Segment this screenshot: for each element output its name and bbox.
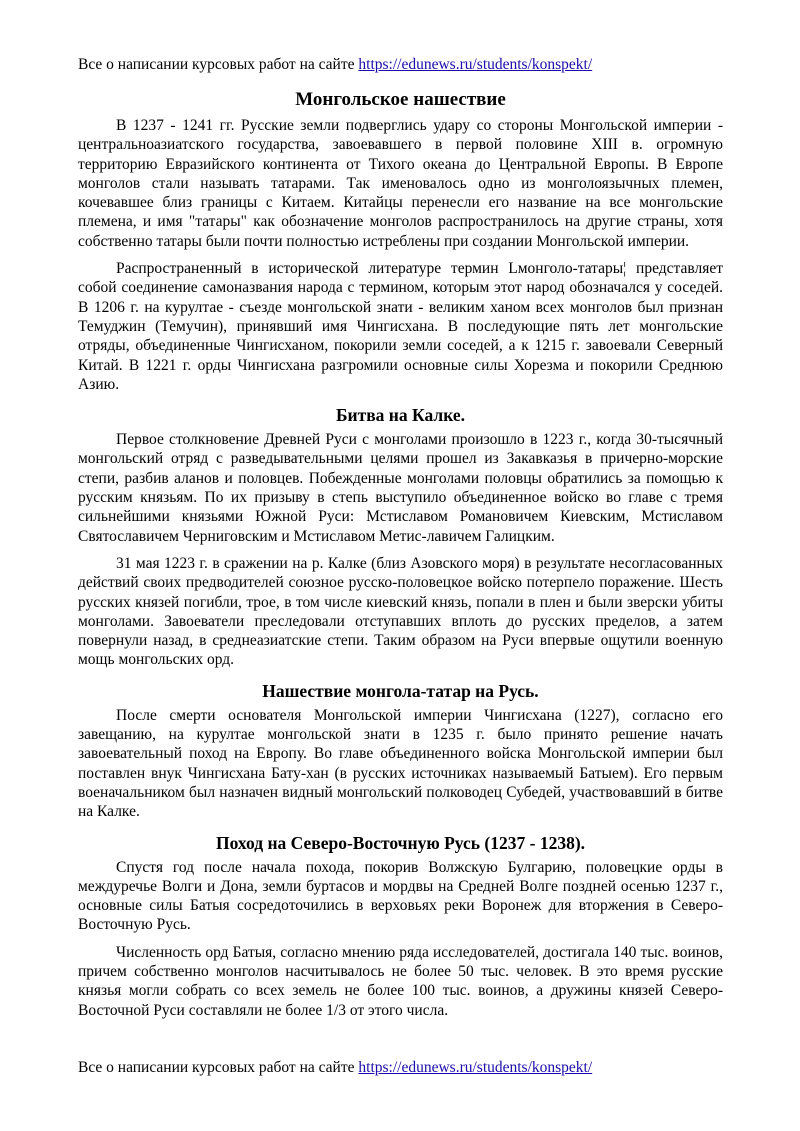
intro-paragraph: В 1237 - 1241 гг. Русские земли подверглись удару со стороны Монгольской империи - центральноазиатского государства, завоевавшего в первой половине XIII в. огромную территорию Евразийского континента от Тихого океана до Центральной Европы. В Европе монголов стали называть татарами. Так именовалось одно из монголоязычных племен, кочевавшее близ границы с Китаем. Китайцы перенесли его название на все монгольские племена, и имя "татары" как обозначение монголов распространилось на другие страны, хотя собственно татары были почти полностью истреблены при создании Монгольской империи. xyxy=(78,117,723,250)
intro-paragraph: Распространенный в исторической литературе термин Lмонголо-татары¦ представляет собой соединение самоназвания народа с термином, которым этот народ обозначался у соседей. В 1206 г. на курултае - съезде монгольской знати - великим ханом всех монголов был признан Темуджин (Темучин), принявший имя Чингисхана. В последующие пять лет монгольские отряды, объединенные Чингисханом, покорили земли соседей, а к 1215 г. завоевали Северный Китай. В 1221 г. орды Чингисхана разгромили основные силы Хорезма и покорили Среднюю Азию. xyxy=(78,260,723,393)
header-text: Все о написании курсовых работ на сайте xyxy=(78,56,359,73)
section-paragraph: 31 мая 1223 г. в сражении на р. Калке (близ Азовского моря) в результате несогласованных действий своих предводителей союзное русско-половецкое войско потерпело поражение. Шесть русских князей погибли, трое, в том числе киевский князь, попали в плен и были зверски убиты монголами. Завоеватели преследовали отступавших вплоть до русских пределов, а затем повернули назад, в среднеазиатские степи. Таким образом на Руси впервые ощутили военную мощь монгольских орд. xyxy=(78,554,723,669)
header-site-link[interactable]: https://edunews.ru/students/konspekt/ xyxy=(358,56,593,73)
section-heading-kalka: Битва на Калке. xyxy=(335,405,465,426)
section-paragraph: Первое столкновение Древней Руси с монголами произошло в 1223 г., когда 30-тысячный монгольский отряд с разведывательными целями прошел из Закавказья в причерно-морские степи, разбив аланов и половцев. Побежденные монголами половцы обратились за помощью к русским князьям. По их призыву в степь выступило объединенное войско во главе с тремя сильнейшими князьями Южной Руси: Мстиславом Романовичем Киевским, Мстиславом Святославичем Черниговским и Мстиславом Метис-лавичем Галицким. xyxy=(78,431,723,545)
footer-site-link[interactable]: https://edunews.ru/students/konspekt/ xyxy=(358,1059,593,1076)
footer-text: Все о написании курсовых работ на сайте xyxy=(78,1059,359,1076)
document-body xyxy=(78,86,723,1028)
page-header xyxy=(78,55,738,75)
section-heading-northeast-campaign: Поход на Северо-Восточную Русь (1237 - 1238). xyxy=(215,832,586,853)
page-footer xyxy=(78,1058,738,1078)
section-paragraph: Численность орд Батыя, согласно мнению ряда исследователей, достигала 140 тыс. воинов, причем собственно монголов насчитывалось не более 50 тыс. человек. В это время русские князья могли собрать со всех земель не более 100 тыс. воинов, а дружины князей Северо-Восточной Руси составляли не более 1/3 от этого числа. xyxy=(78,943,723,1019)
section-paragraph: Спустя год после начала похода, покорив Волжскую Булгарию, половецкие орды в междуречье Волги и Дона, земли буртасов и мордвы на Средней Волге поздней осенью 1237 г., основные силы Батыя сосредоточились в верховьях реки Воронеж для вторжения в Северо-Восточную Русь. xyxy=(78,858,723,934)
section-heading-invasion: Нашествие монгола-татар на Русь. xyxy=(262,680,539,701)
document-title: Монгольское нашествие xyxy=(295,89,506,110)
section-paragraph: После смерти основателя Монгольской империи Чингисхана (1227), согласно его завещанию, на курултае монгольской знати в 1235 г. было принято решение начать завоевательный поход на Европу. Во главе объединенного войска Монгольской империи был поставлен внук Чингисхана Бату-хан (в русских источниках называемый Батыем). Его первым военачальником был назначен видный монгольский полководец Субедей, участвовавший в битве на Калке. xyxy=(78,706,723,821)
